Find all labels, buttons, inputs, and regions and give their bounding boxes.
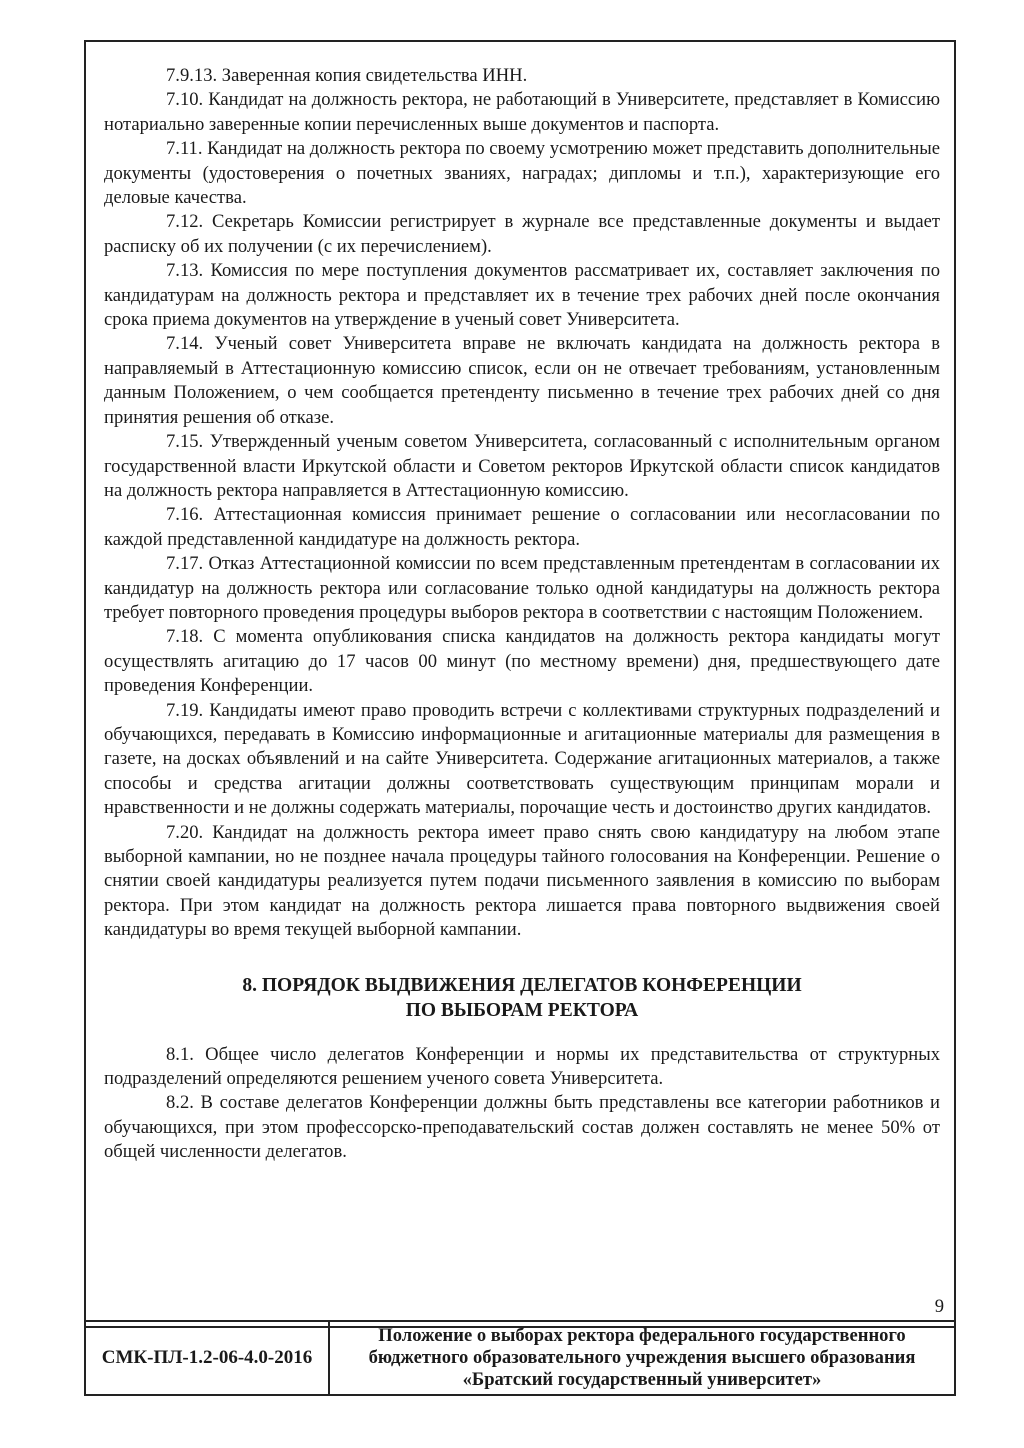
paragraph-7-17: 7.17. Отказ Аттестационной комиссии по всем представленным претендентам в согласовании их кандидатур на должность ректора или согласование только одной кандидатуры на должность ректора требует повторного проведения процедуры выборов ректора в соответствии с настоящим Положением.	[104, 553, 940, 623]
document-body	[104, 64, 940, 1165]
paragraph-7-10: 7.10. Кандидат на должность ректора, не работающий в Университете, представляет в Комиссию нотариально заверенные копии перечисленных выше документов и паспорта.	[104, 89, 940, 135]
footer-doc-code: СМК-ПЛ-1.2-06-4.0-2016	[86, 1322, 330, 1394]
paragraph-7-19: 7.19. Кандидаты имеют право проводить встречи с коллективами структурных подразделений и обучающихся, передавать в Комиссию информационные и агитационные материалы для размещения в газете, на досках объявлений и на сайте Университета. Содержание агитационных материалов, а также способы и средства агитации должны соответствовать существующим принципам морали и нравственности и не должны содержать материалы, порочащие честь и достоинство других кандидатов.	[104, 699, 940, 819]
paragraph-7-9-13: 7.9.13. Заверенная копия свидетельства ИНН.	[166, 65, 528, 86]
paragraph-7-12: 7.12. Секретарь Комиссии регистрирует в журнале все представленные документы и выдает расписку об их получении (с их перечислением).	[104, 211, 940, 257]
paragraph-7-15: 7.15. Утвержденный ученым советом Университета, согласованный с исполнительным органом государственной власти Иркутской области и Советом ректоров Иркутской области список кандидатов на должность ректора направляется в Аттестационную комиссию.	[104, 431, 940, 501]
paragraph-7-14: 7.14. Ученый совет Университета вправе не включать кандидата на должность ректора в направляемый в Аттестационную комиссию список, если он не отвечает требованиям, установленным данным Положением, о чем сообщается претенденту письменно в течение трех рабочих дней со дня принятия решения об отказе.	[104, 333, 940, 428]
page-number: 9	[934, 1296, 944, 1317]
paragraph-8-2: 8.2. В составе делегатов Конференции должны быть представлены все категории работников и обучающихся, при этом профессорско-преподавательский состав должен составлять не менее 50% от общей численности делегатов.	[104, 1092, 940, 1163]
footer-title-line2: бюджетного образовательного учреждения высшего образования	[368, 1347, 916, 1368]
footer-title-line1: Положение о выборах ректора федерального государственного	[378, 1325, 906, 1346]
section-8-heading-line2: ПО ВЫБОРАМ РЕКТОРА	[405, 999, 639, 1021]
paragraph-8-1: 8.1. Общее число делегатов Конференции и нормы их представительства от структурных подразделений определяются решением ученого совета Университета.	[104, 1043, 940, 1090]
paragraph-7-18: 7.18. С момента опубликования списка кандидатов на должность ректора кандидаты могут осуществлять агитацию до 17 часов 00 минут (по местному времени) дня, предшествующего дате проведения Конференции.	[104, 626, 940, 697]
footer-doc-title	[330, 1322, 954, 1394]
paragraph-7-20: 7.20. Кандидат на должность ректора имеет право снять свою кандидатуру на любом этапе выборной кампании, но не позднее начала процедуры тайного голосования на Конференции. Решение о снятии своей кандидатуры реализуется путем подачи письменного заявления в комиссию по выборам ректора. При этом кандидат на должность ректора лишается права повторного выдвижения своей кандидатуры во время текущей выборной кампании.	[104, 821, 940, 941]
section-8-heading	[104, 973, 940, 1023]
footer-table	[84, 1320, 956, 1396]
paragraph-7-11: 7.11. Кандидат на должность ректора по своему усмотрению может представить дополнительные документы (удостоверения о почетных званиях, наградах; дипломы и т.п.), характеризующие его деловые качества.	[104, 138, 940, 209]
section-8-heading-line1: 8. ПОРЯДОК ВЫДВИЖЕНИЯ ДЕЛЕГАТОВ КОНФЕРЕНЦИИ	[242, 974, 802, 996]
paragraph-7-13: 7.13. Комиссия по мере поступления документов рассматривает их, составляет заключения по кандидатурам на должность ректора и представляет их в течение трех рабочих дней после окончания срока приема документов на утверждение в ученый совет Университета.	[104, 260, 940, 331]
footer-title-line3: «Братский государственный университет»	[462, 1369, 822, 1390]
paragraph-7-16: 7.16. Аттестационная комиссия принимает решение о согласовании или несогласовании по каждой представленной кандидатуре на должность ректора.	[104, 504, 940, 550]
